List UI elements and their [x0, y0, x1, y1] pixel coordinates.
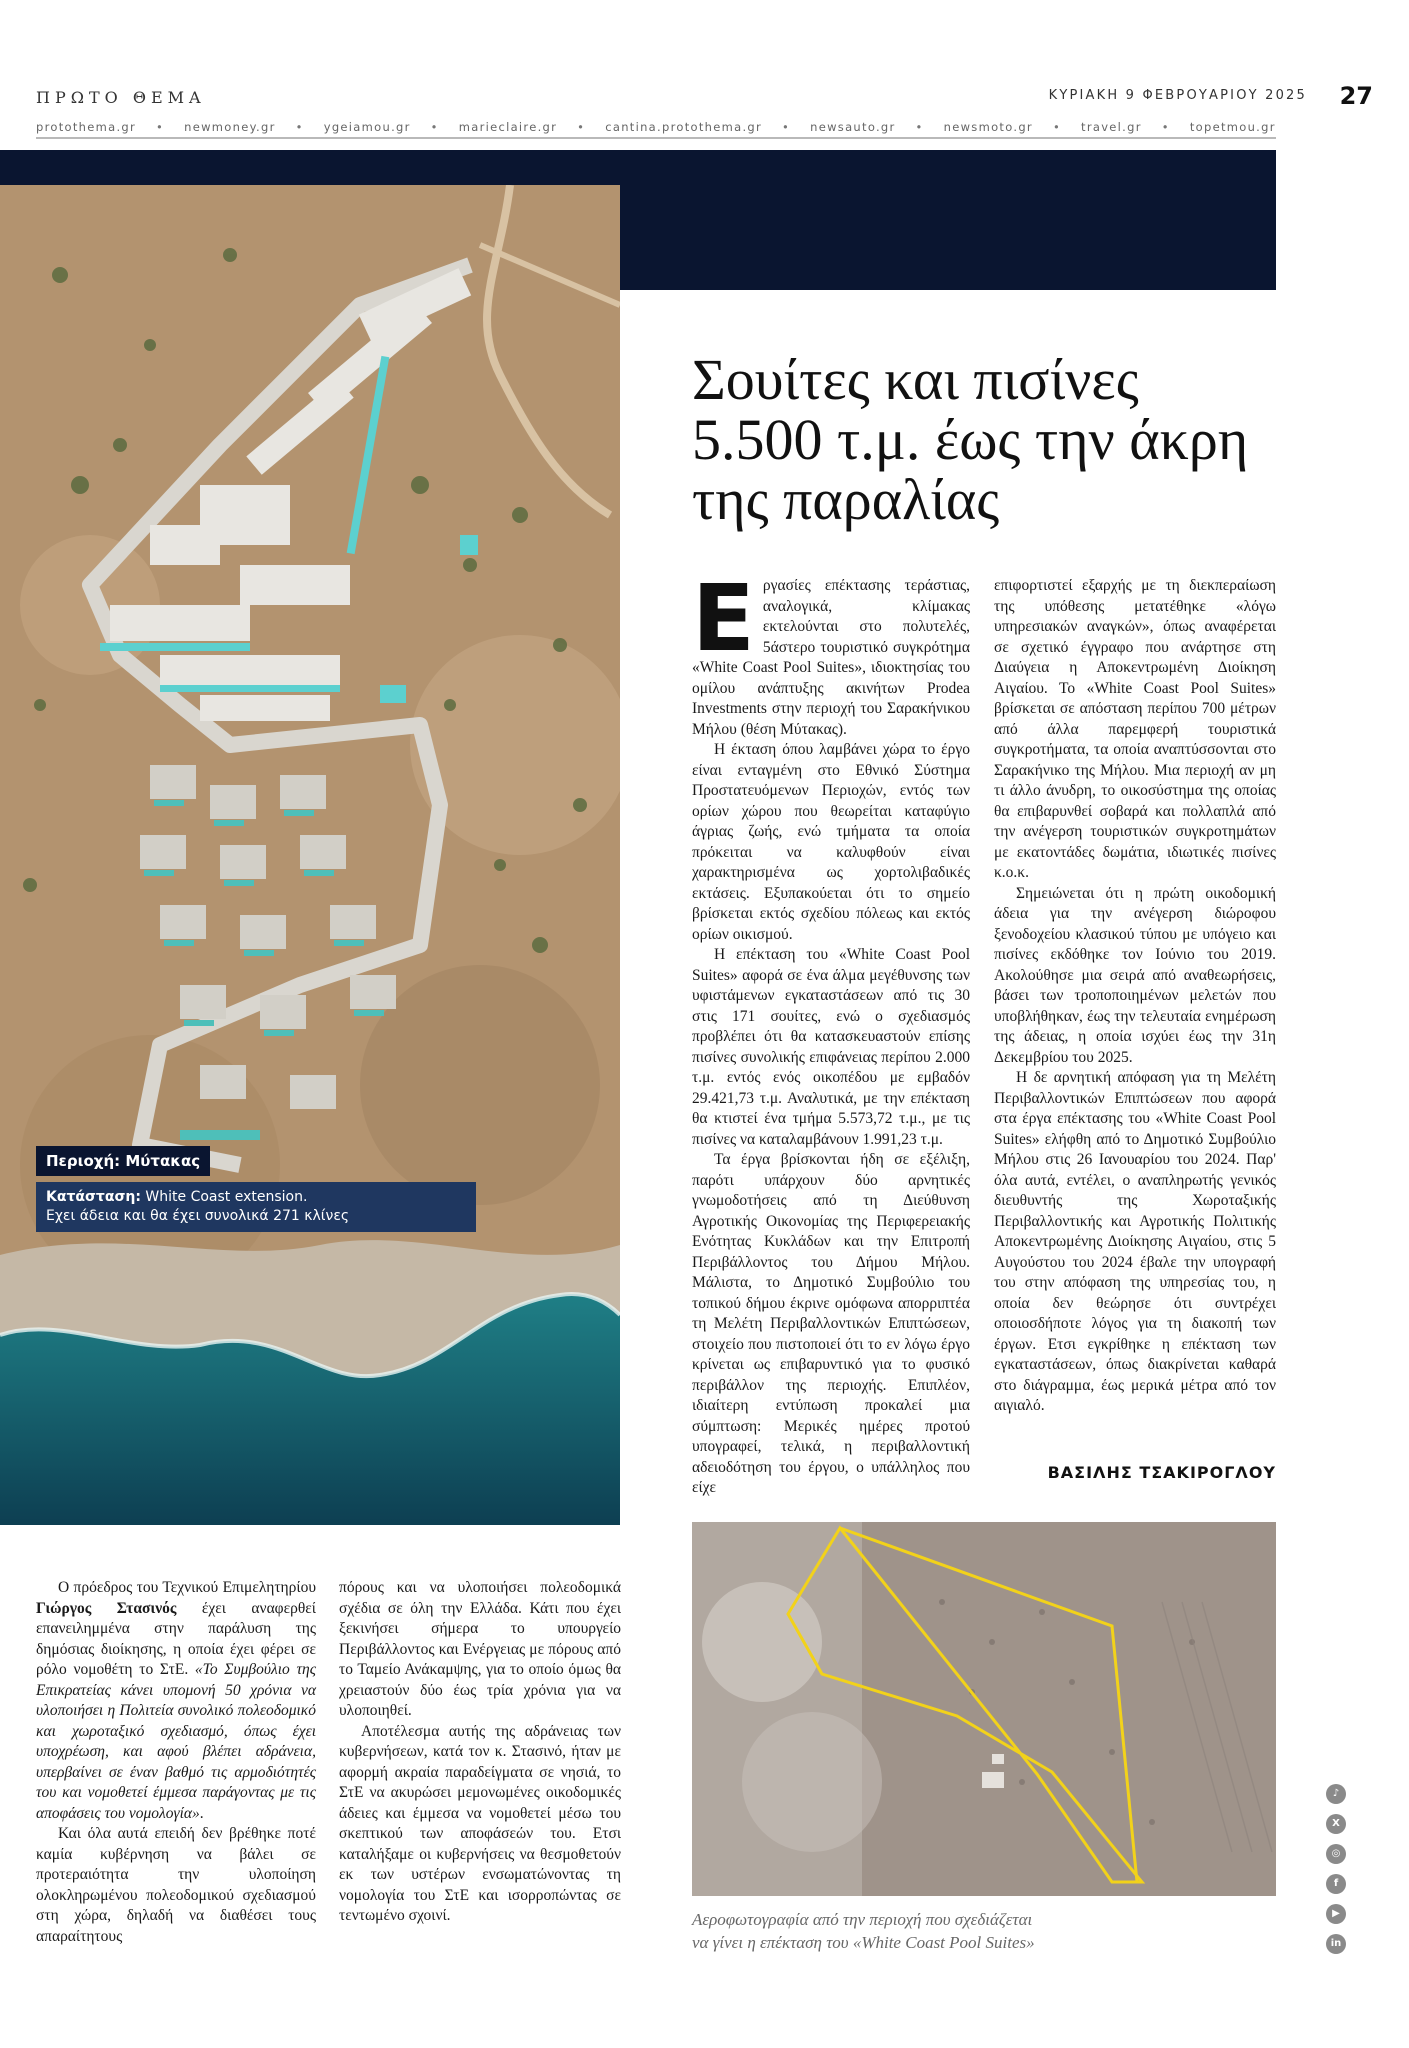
drop-cap: Ε [692, 565, 755, 672]
sidebar-paragraph: Και όλα αυτά επειδή δεν βρέθηκε ποτέ καμία κυβέρνηση να βάλει σε προτεραιότητα την υλοποίηση ολοκληρωμένου πολεοδομικού σχεδιασμού στη χώρα, δηλαδή να διαθέσει τους απαραίτητους [36, 1825, 316, 1945]
sidebar-column-2 [339, 1578, 621, 1927]
social-icons [1326, 1784, 1348, 1964]
site-link[interactable]: ygeiamou.gr [323, 120, 411, 134]
youtube-icon[interactable]: ▶ [1326, 1904, 1346, 1924]
article-paragraph: Σημειώνεται ότι η πρώτη οικοδομική άδεια για την ανέγερση διώροφου ξενοδοχείου κλασικού τύπου με υπόγειο και πισίνες εκδόθηκε τον Ιούνιο του 2019. Ακολούθησε μια σειρά από αναθεωρήσεις, βάσει των τροποποιημένων μελετών που υποβλήθηκαν, έως την τελευταία ενημέρωση της άδειας, η οποία ισχύει έως την 31η Δεκεμβρίου του 2025. [994, 884, 1276, 1066]
map-caption: Αεροφωτογραφία από την περιοχή που σχεδιάζεται να γίνει η επέκταση του «White Coast Pool Suites» [692, 1910, 1035, 1952]
separator: • [295, 120, 304, 134]
status-line-2: Εχει άδεια και θα έχει συνολικά 271 κλίνες [46, 1208, 350, 1224]
sidebar-column-1 [36, 1578, 316, 1947]
site-link[interactable]: topetmou.gr [1189, 120, 1276, 134]
site-link[interactable]: newmoney.gr [184, 120, 276, 134]
issue-date: ΚΥΡΙΑΚΗ 9 ΦΕΒΡΟΥΑΡΙΟΥ 2025 [1048, 88, 1307, 103]
paper-name: ΠΡΩΤΟ ΘΕΜΑ [36, 88, 206, 107]
separator: • [915, 120, 924, 134]
article-column-2 [994, 576, 1276, 1417]
x-icon[interactable]: X [1326, 1814, 1346, 1834]
quote: «Το Συμβούλιο της Επικρατείας κάνει υπομονή 50 χρόνια να υλοποιήσει η Πολιτεία συνολικό πολεοδομικό και χωροταξικό σχεδιασμό, όπως έχει υποχρέωση, και αφού βλέπει αδράνεια, υπερβαίνει σε έναν βαθμό τις αρμοδιότητές του και νομοθετεί έμμεσα παράγοντας με τις αποφάσεις του νομολογία» [36, 1661, 316, 1822]
article-paragraph: Η δε αρνητική απόφαση για τη Μελέτη Περιβαλλοντικών Επιπτώσεων που αφορά στα έργα επέκτασης του «White Coast Pool Suites» ελήφθη από το Δημοτικό Συμβούλιο Μήλου στις 26 Ιανουαρίου του 2024. Παρ' όλα αυτά, εντέλει, ο αναπληρωτής γενικός διευθυντής της Χωροταξικής Περιβαλλοντικής και Αγροτικής Πολιτικής Αποκεντρωμένης Διοίκησης Αιγαίου, στις 5 Αυγούστου του 2024 έβαλε την υπογραφή του στην απόφαση της υπηρεσίας του, η οποία δεν θεώρησε ότι συντρέχει οποιοσδήποτε λόγος για τη διακοπή των έργων. Ετσι εγκρίθηκε η επέκταση των εγκαταστάσεων, όπως διακρίνεται καθαρά στο διάγραμμα, έως μερικά μέτρα από τον αιγιαλό. [994, 1069, 1276, 1414]
site-link[interactable]: cantina.protothema.gr [605, 120, 763, 134]
separator: • [1052, 120, 1062, 134]
article-paragraph: επιφορτιστεί εξαρχής με τη διεκπεραίωση της υπόθεσης μετατέθηκε «λόγω υπηρεσιακών αναγκών», όπως αναφέρεται σε σχετικό έγγραφο που ανάρτησε στη Διαύγεια η Αποκεντρωμένη Διοίκηση Αιγαίου. Το «White Coast Pool Suites» βρίσκεται σε απόσταση περίπου 700 μέτρων από άλλα παρεμφερή τουριστικά συγκροτήματα, τα οποία αναπτύσσονται στο Σαρακήνικο της Μήλου. Μια περιοχή αν μη τι άλλο άνυδρη, το οικοσύστημα της οποίας θα επιβαρυνθεί σοβαρά και πολλαπλά από την ανέγερση τουριστικών συγκροτημάτων με εκατοντάδες δωμάτια, ιδιωτικές πισίνες κ.ο.κ. [994, 577, 1276, 881]
site-links-bar [36, 120, 1276, 134]
aerial-map-photo [692, 1522, 1276, 1896]
aerial-resort-photo [0, 185, 620, 1525]
status-caption [36, 1182, 476, 1232]
byline: ΒΑΣΙΛΗΣ ΤΣΑΚΙΡΟΓΛΟΥ [1047, 1463, 1276, 1482]
site-link[interactable]: travel.gr [1081, 120, 1142, 134]
instagram-icon[interactable]: ◎ [1326, 1844, 1346, 1864]
article-headline: Σουίτες και πισίνες 5.500 τ.μ. έως την άκρη της παραλίας [692, 347, 1249, 532]
sidebar-paragraph: Αποτέλεσμα αυτής της αδράνειας των κυβερνήσεων, κατά τον κ. Στασινό, ήταν με αφορμή ακραία παραδείγματα σε νησιά, το ΣτΕ να ακυρώσει μεμονωμένες οικοδομικές άδειες και έμμεσα να νομοθετεί μέσω του σκεπτικού των αποφάσεών του. Ετσι καταλήξαμε οι κυβερνήσεις να θεσμοθετούν εκ των υστέρων ενσωματώνοντας τη νομολογία του ΣτΕ και ισορροπώντας σε τεντωμένο σχοινί. [339, 1722, 621, 1924]
linkedin-icon[interactable]: in [1326, 1934, 1346, 1954]
article-paragraph: Η έκταση όπου λαμβάνει χώρα το έργο είναι ενταγμένη στο Εθνικό Σύστημα Προστατευόμενων Περιοχών, εντός των ορίων χώρου που θεωρείται καταφύγιο άγριας ζωής, ενώ τμήματα τα οποία πρόκειται να καλυφθούν είναι χαρακτηρισμένα ως χορτολιβαδικές εκτάσεις. Εξυπακούεται ότι το σημείο βρίσκεται εκτός σχεδίου πόλεως και εκτός ορίων οικισμού. [692, 741, 970, 943]
separator: • [577, 120, 586, 134]
separator: • [156, 120, 165, 134]
area-caption: Περιοχή: Μύτακας [36, 1146, 210, 1176]
article-column-1 [692, 565, 970, 1499]
site-link[interactable]: protothema.gr [36, 120, 137, 134]
separator: • [1161, 120, 1170, 134]
site-link[interactable]: marieclaire.gr [458, 120, 558, 134]
status-label: Κατάσταση: [46, 1189, 141, 1205]
site-link[interactable]: newsmoto.gr [943, 120, 1033, 134]
article-paragraph: Η επέκταση του «White Coast Pool Suites» αφορά σε ένα άλμα μεγέθυνσης των υφιστάμενων εγκαταστάσεων από τις 30 στις 171 σουίτες, ενώ ο σχεδιασμός προβλέπει ότι θα κατασκευαστούν επίσης πισίνες συνολικής επιφάνειας περίπου 2.000 τ.μ. εντός ενός οικοπέδου με εμβαδόν 29.421,73 τ.μ. Αναλυτικά, με την επέκταση θα κτιστεί ένα τμήμα 5.573,72 τ.μ., με τις πισίνες να καταλαμβάνουν 1.991,23 τ.μ. [692, 946, 970, 1148]
separator: • [430, 120, 439, 134]
status-line-1: White Coast extension. [145, 1189, 308, 1205]
facebook-icon[interactable]: f [1326, 1874, 1346, 1894]
header-rule [36, 137, 1276, 139]
tiktok-icon[interactable]: ♪ [1326, 1784, 1346, 1804]
sidebar-paragraph: Ο πρόεδρος του Τεχνικού Επιμελητηρίου Γιώργος Στασινός έχει αναφερθεί επανειλημμένα στην παράλυση της δημόσιας διοίκησης, η οποία έχει φέρει σε ρόλο νομοθέτη το ΣτΕ. «Το Συμβούλιο της Επικρατείας κάνει υπομονή 50 χρόνια να υλοποιήσει η Πολιτεία συνολικό πολεοδομικό και χωροταξικό σχεδιασμό, όπως έχει υποχρέωση, και αφού βλέπει αδράνεια, υπερβαίνει σε έναν βαθμό τις αρμοδιότητές του και νομοθετεί έμμεσα παράγοντας με τις αποφάσεις του νομολογία». [36, 1579, 316, 1822]
sidebar-paragraph: πόρους και να υλοποιήσει πολεοδομικά σχέδια σε όλη την Ελλάδα. Κάτι που έχει ξεκινήσει σήμερα το υπουργείο Περιβάλλοντος και Ενέργειας με πόρους από το Ταμείο Ανάκαμψης, για το οποίο όμως θα χρειαστούν δύο έως τρία χρόνια για να υλοποιηθεί. [339, 1579, 621, 1719]
separator: • [782, 120, 791, 134]
site-link[interactable]: newsauto.gr [810, 120, 896, 134]
article-paragraph: Εργασίες επέκτασης τεράστιας, αναλογικά, κλίμακας εκτελούνται στο πολυτελές, 5άστερο τουριστικό συγκρότημα «White Coast Pool Suites», ιδιοκτησίας του ομίλου ανάπτυξης ακινήτων Prodea Investments στην περιοχή του Σαρακήνικου Μήλου (θέση Μύτακας). [692, 565, 970, 738]
article-paragraph: Τα έργα βρίσκονται ήδη σε εξέλιξη, παρότι υπάρχουν δύο αρνητικές γνωμοδοτήσεις από τη Διεύθυνση Αγροτικής Οικονομίας της Περιφερειακής Ενότητας Κυκλάδων και την Επιτροπή Περιβάλλοντος του Δήμου Μήλου. Μάλιστα, το Δημοτικό Συμβούλιο του τοπικού δήμου έκρινε ομόφωνα απορριπτέα τη Μελέτη Περιβαλλοντικών Επιπτώσεων, στοιχείο που πιστοποιεί ότι το εν λόγω έργο κρίνεται ως επιβαρυντικό για το φυσικό περιβάλλον της περιοχής. Επιπλέον, ιδιαίτερη εντύπωση προκαλεί μια σύμπτωση: Μερικές ημέρες προτού υπογραφεί, τελικά, η περιβαλλοντική αδειοδότηση του έργου, ο υπάλληλος που είχε [692, 1151, 970, 1496]
page-number: 27 [1339, 82, 1373, 110]
person-name: Γιώργος Στασινός [36, 1599, 177, 1617]
